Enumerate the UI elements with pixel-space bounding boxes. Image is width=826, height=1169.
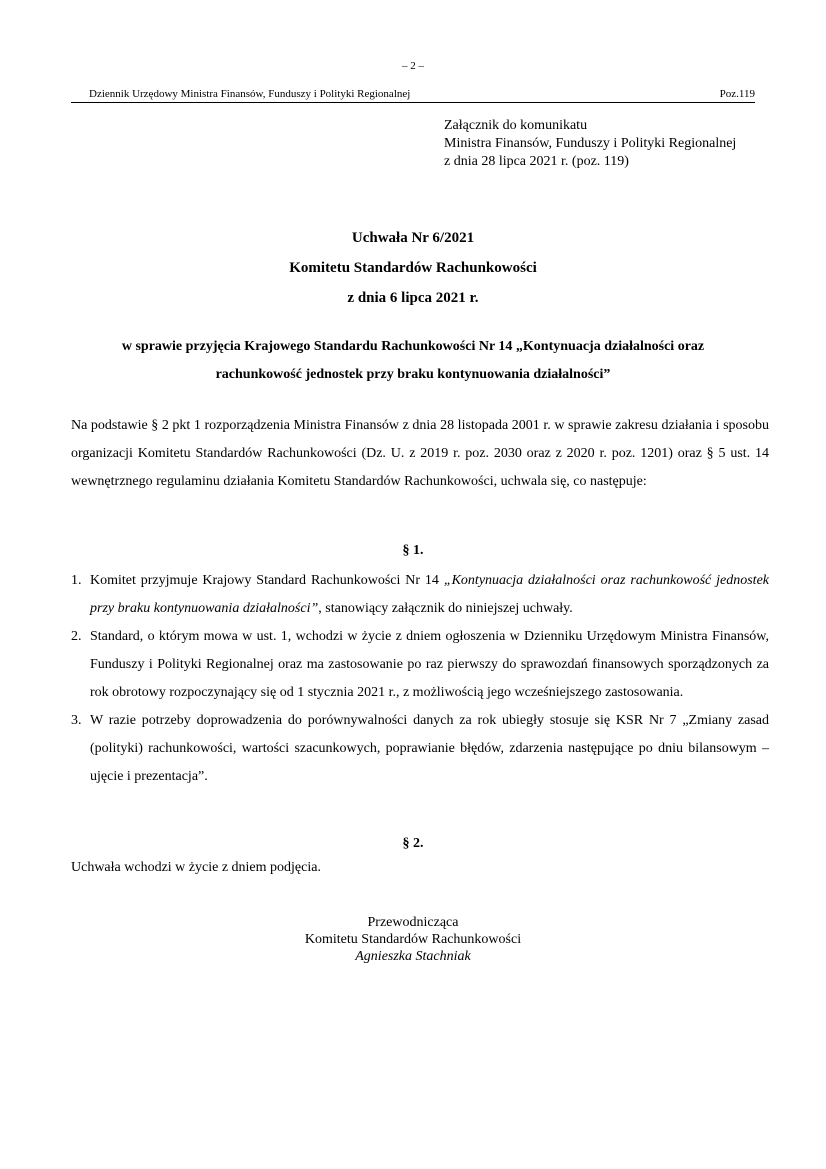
attachment-line-3: z dnia 28 lipca 2021 r. (poz. 119): [444, 154, 629, 169]
list-item: [71, 707, 769, 791]
subject-line-1: w sprawie przyjęcia Krajowego Standardu Rachunkowości Nr 14 „Kontynuacja działalności oraz: [121, 339, 705, 354]
signatory-role: Przewodnicząca: [367, 915, 459, 930]
item-number: 2.: [71, 629, 82, 644]
attachment-note: [444, 117, 736, 171]
title-line-3: z dnia 6 lipca 2021 r.: [347, 290, 479, 306]
section-2-text: Uchwała wchodzi w życie z dniem podjęcia.: [71, 860, 321, 875]
item-number: 1.: [71, 573, 82, 588]
running-header: [71, 86, 755, 103]
page-number: – 2 –: [402, 60, 424, 72]
section-1-heading: § 1.: [402, 543, 424, 558]
attachment-line-2: Ministra Finansów, Funduszy i Polityki Regionalnej: [444, 136, 737, 151]
attachment-line-1: Załącznik do komunikatu: [444, 118, 588, 133]
signature-block: [0, 914, 826, 965]
list-item: [71, 623, 769, 707]
item-text: W razie potrzeby doprowadzenia do porównywalności danych za rok ubiegły stosuje się KSR Nr 7 „Zmiany zasad (polityki) rachunkowości, wartości szacunkowych, poprawianie błędów, zdarzenia następujące po dniu bilansowym – ujęcie i prezentacja”.: [90, 713, 769, 784]
item-text-post: , stanowiący załącznik do niniejszej uchwały.: [318, 601, 573, 616]
signatory-body: Komitetu Standardów Rachunkowości: [304, 932, 522, 947]
item-text-pre: Komitet przyjmuje Krajowy Standard Rachunkowości Nr 14: [90, 573, 444, 588]
journal-title: Dziennik Urzędowy Ministra Finansów, Funduszy i Polityki Regionalnej: [89, 88, 411, 100]
title-line-1: Uchwała Nr 6/2021: [351, 230, 475, 246]
list-item: [71, 567, 769, 623]
item-text: Standard, o którym mowa w ust. 1, wchodzi w życie z dniem ogłoszenia w Dzienniku Urzędowym Ministra Finansów, Funduszy i Polityki Regionalnej oraz ma zastosowanie po raz pierwszy do sprawozdań finansowych sporządzonych za rok obrotowy rozpoczynający się od 1 stycznia 2021 r., z możliwością jego wcześniejszego zastosowania.: [90, 629, 769, 700]
subject-line-2: rachunkowość jednostek przy braku kontynuowania działalności”: [215, 367, 611, 382]
resolution-title: [0, 223, 826, 313]
signatory-name: Agnieszka Stachniak: [355, 949, 471, 964]
section-1-items: [71, 567, 769, 791]
section-2-heading: § 2.: [402, 836, 424, 851]
legal-basis-paragraph: Na podstawie § 2 pkt 1 rozporządzenia Ministra Finansów z dnia 28 listopada 2001 r. w sprawie zakresu działania i sposobu organizacji Komitetu Standardów Rachunkowości (Dz. U. z 2019 r. poz. 2030 oraz z 2020 r. poz. 1201) oraz § 5 ust. 14 wewnętrznego regulaminu działania Komitetu Standardów Rachunkowości, uchwala się, co następuje:: [71, 418, 769, 489]
standard-title: „Kontynuacja działalności oraz rachunkowość jednostek przy braku kontynuowania działalności”: [90, 573, 769, 616]
title-line-2: Komitetu Standardów Rachunkowości: [289, 260, 537, 276]
item-number: 3.: [71, 713, 82, 728]
resolution-subject: [71, 333, 755, 389]
position-number: Poz.119: [719, 88, 755, 100]
